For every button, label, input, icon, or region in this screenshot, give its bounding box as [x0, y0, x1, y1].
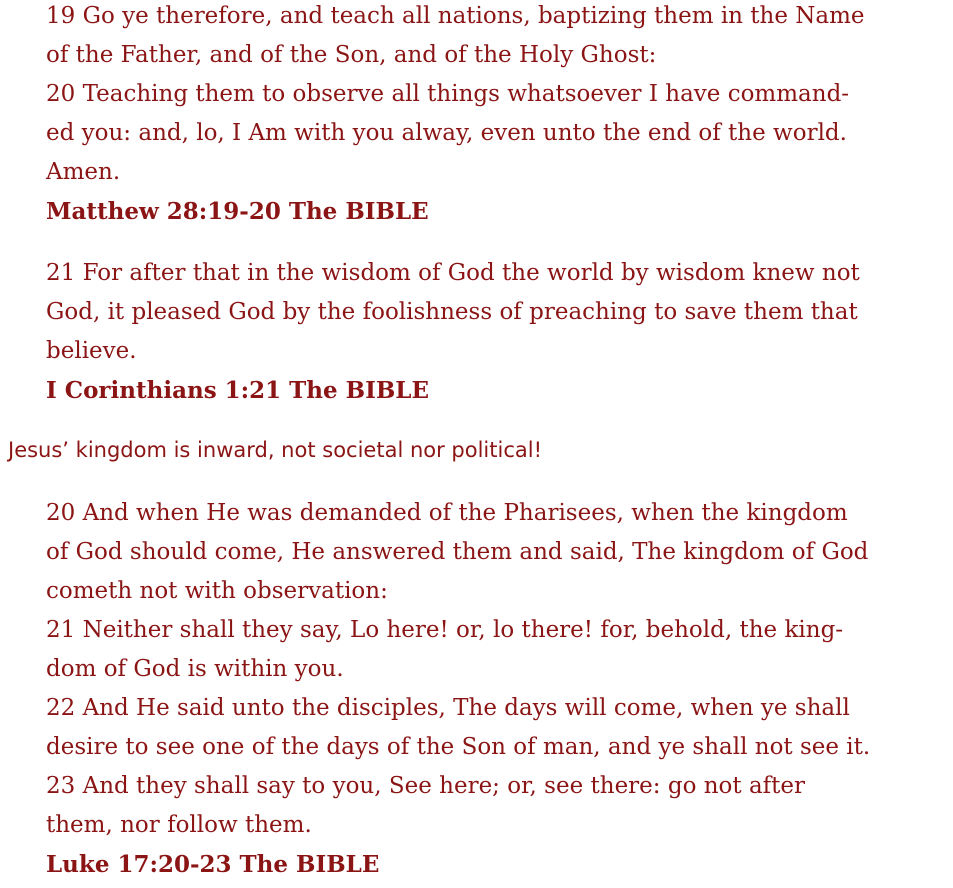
verse-line: dom of God is within you.	[46, 656, 344, 682]
scripture-passage-luke	[46, 494, 936, 884]
verse-line: cometh not with observation:	[46, 578, 388, 604]
verse-line: 23 And they shall say to you, See here; or, see there: go not after	[46, 773, 806, 799]
verse-line: 21 For after that in the wisdom of God the world by wisdom knew not	[46, 260, 860, 286]
verse-line: Amen.	[46, 159, 121, 185]
verse-line: 22 And He said unto the disciples, The days will come, when ye shall	[46, 695, 850, 721]
verse-line: them, nor follow them.	[46, 812, 312, 838]
verse-line: 19 Go ye therefore, and teach all nations, baptizing them in the Name	[46, 3, 865, 29]
verse-line: desire to see one of the days of the Son of man, and ye shall not see it.	[46, 734, 871, 760]
verse-line: believe.	[46, 338, 137, 364]
verse-line: of God should come, He answered them and said, The kingdom of God	[46, 539, 869, 565]
scripture-passage-matthew	[46, 0, 936, 231]
scripture-passage-corinthians	[46, 254, 936, 410]
verse-line: 20 Teaching them to observe all things whatsoever I have command-	[46, 81, 850, 107]
verse-line: ed you: and, lo, I Am with you alway, even unto the end of the world.	[46, 120, 847, 146]
scripture-citation: Luke 17:20-23 The BIBLE	[46, 851, 380, 878]
verse-line: of the Father, and of the Son, and of the Holy Ghost:	[46, 42, 657, 68]
commentary-text: Jesus’ kingdom is inward, not societal nor political!	[8, 438, 543, 462]
scripture-citation: I Corinthians 1:21 The BIBLE	[46, 377, 429, 404]
scripture-citation: Matthew 28:19-20 The BIBLE	[46, 198, 429, 225]
verse-line: 20 And when He was demanded of the Pharisees, when the kingdom	[46, 500, 848, 526]
verse-line: 21 Neither shall they say, Lo here! or, lo there! for, behold, the king-	[46, 617, 844, 643]
verse-line: God, it pleased God by the foolishness of preaching to save them that	[46, 299, 858, 325]
